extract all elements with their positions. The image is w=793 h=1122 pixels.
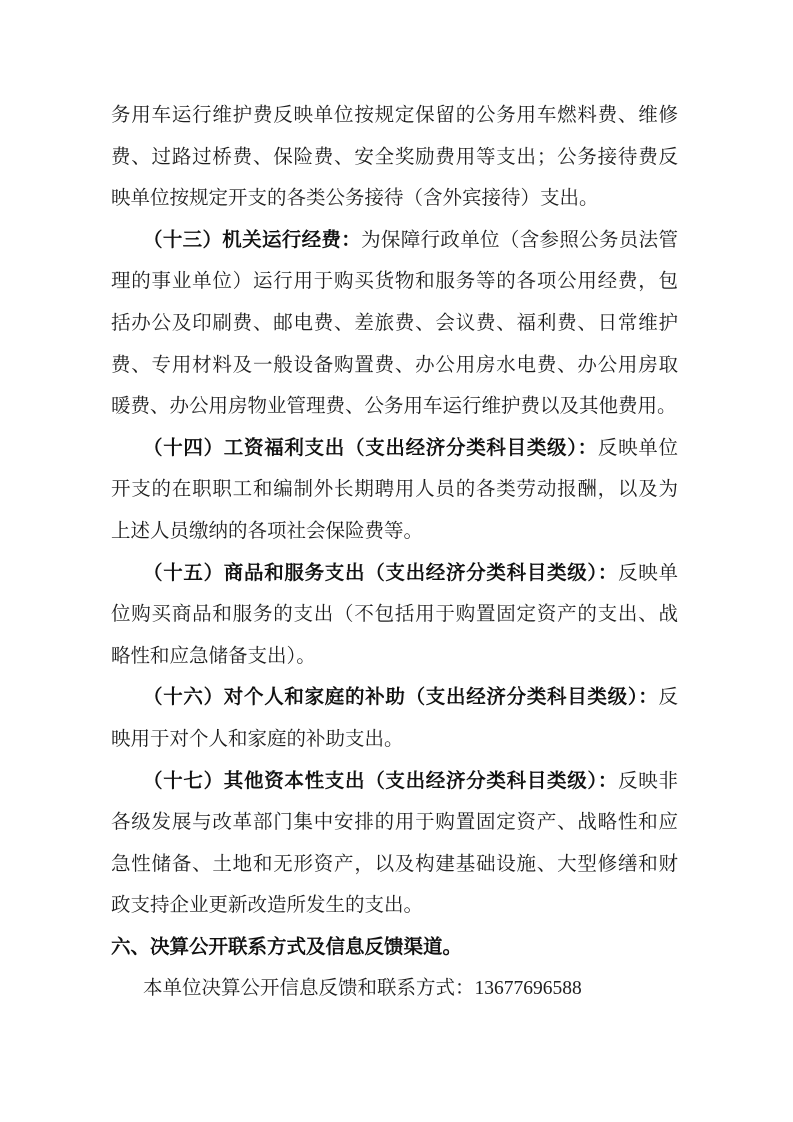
para-carryover <box>111 95 678 220</box>
text-line <box>111 594 678 636</box>
term-label: （十七）其他资本性支出（支出经济分类科目类级）： <box>143 770 619 792</box>
text-line <box>111 844 678 886</box>
text-run: 理的事业单位）运行用于购买货物和服务等的各项公用经费，包 <box>111 271 678 293</box>
text-line <box>111 802 678 844</box>
text-run: 略性和应急储备支出）。 <box>111 645 316 667</box>
text-run: 映用于对个人和家庭的补助支出。 <box>111 728 404 750</box>
text-line <box>111 428 678 470</box>
text-run: 费、专用材料及一般设备购置费、办公用房水电费、办公用房取 <box>111 354 678 376</box>
text-line <box>111 968 678 1010</box>
text-line <box>111 95 678 137</box>
text-run: 为保障行政单位（含参照公务员法管 <box>361 229 678 251</box>
text-line <box>111 137 678 179</box>
text-line <box>111 220 678 262</box>
heading-section-6 <box>111 927 678 969</box>
text-line <box>111 469 678 511</box>
para-contact <box>111 968 678 1010</box>
phone-number: 13677696588 <box>474 978 582 1000</box>
text-line <box>111 885 678 927</box>
para-item-15 <box>111 553 678 678</box>
text-line <box>111 636 678 678</box>
term-label: （十五）商品和服务支出（支出经济分类科目类级）： <box>143 562 619 584</box>
term-label: 六、决算公开联系方式及信息反馈渠道。 <box>111 936 463 958</box>
para-item-17 <box>111 761 678 927</box>
text-run: 开支的在职职工和编制外长期聘用人员的各类劳动报酬，以及为 <box>111 479 678 501</box>
text-run: 上述人员缴纳的各项社会保险费等。 <box>111 520 424 542</box>
text-line <box>111 261 678 303</box>
para-item-14 <box>111 428 678 553</box>
text-run: 急性储备、土地和无形资产，以及构建基础设施、大型修缮和财 <box>111 853 678 875</box>
text-line <box>111 511 678 553</box>
term-label: （十六）对个人和家庭的补助（支出经济分类科目类级）： <box>143 687 659 709</box>
text-line <box>111 761 678 803</box>
document-content <box>111 95 678 1010</box>
text-run: 映单位按规定开支的各类公务接待（含外宾接待）支出。 <box>111 188 599 210</box>
text-line <box>111 345 678 387</box>
text-line <box>111 677 678 719</box>
text-run: 位购买商品和服务的支出（不包括用于购置固定资产的支出、战 <box>111 604 678 626</box>
text-run: 费、过路过桥费、保险费、安全奖励费用等支出；公务接待费反 <box>111 146 678 168</box>
text-run: 务用车运行维护费反映单位按规定保留的公务用车燃料费、维修 <box>111 105 678 126</box>
text-line <box>111 303 678 345</box>
text-run: 暖费、办公用房物业管理费、公务用车运行维护费以及其他费用。 <box>111 396 677 418</box>
text-run: 反映单 <box>618 562 678 584</box>
term-label: （十三）机关运行经费： <box>143 229 362 251</box>
term-label: （十四）工资福利支出（支出经济分类科目类级）： <box>143 437 598 459</box>
para-item-13 <box>111 220 678 428</box>
text-run: 政支持企业更新改造所发生的支出。 <box>111 895 424 917</box>
text-run: 括办公及印刷费、邮电费、差旅费、会议费、福利费、日常维护 <box>111 312 678 334</box>
text-line <box>111 553 678 595</box>
para-item-16 <box>111 677 678 760</box>
text-run: 反映单位 <box>597 437 678 459</box>
text-line <box>111 719 678 761</box>
text-line <box>111 927 678 969</box>
text-line <box>111 386 678 428</box>
text-line <box>111 178 678 220</box>
text-run: 反映非 <box>618 770 678 792</box>
text-run: 本单位决算公开信息反馈和联系方式： <box>143 978 475 1000</box>
text-run: 各级发展与改革部门集中安排的用于购置固定资产、战略性和应 <box>111 812 678 834</box>
text-run: 反 <box>658 687 678 709</box>
